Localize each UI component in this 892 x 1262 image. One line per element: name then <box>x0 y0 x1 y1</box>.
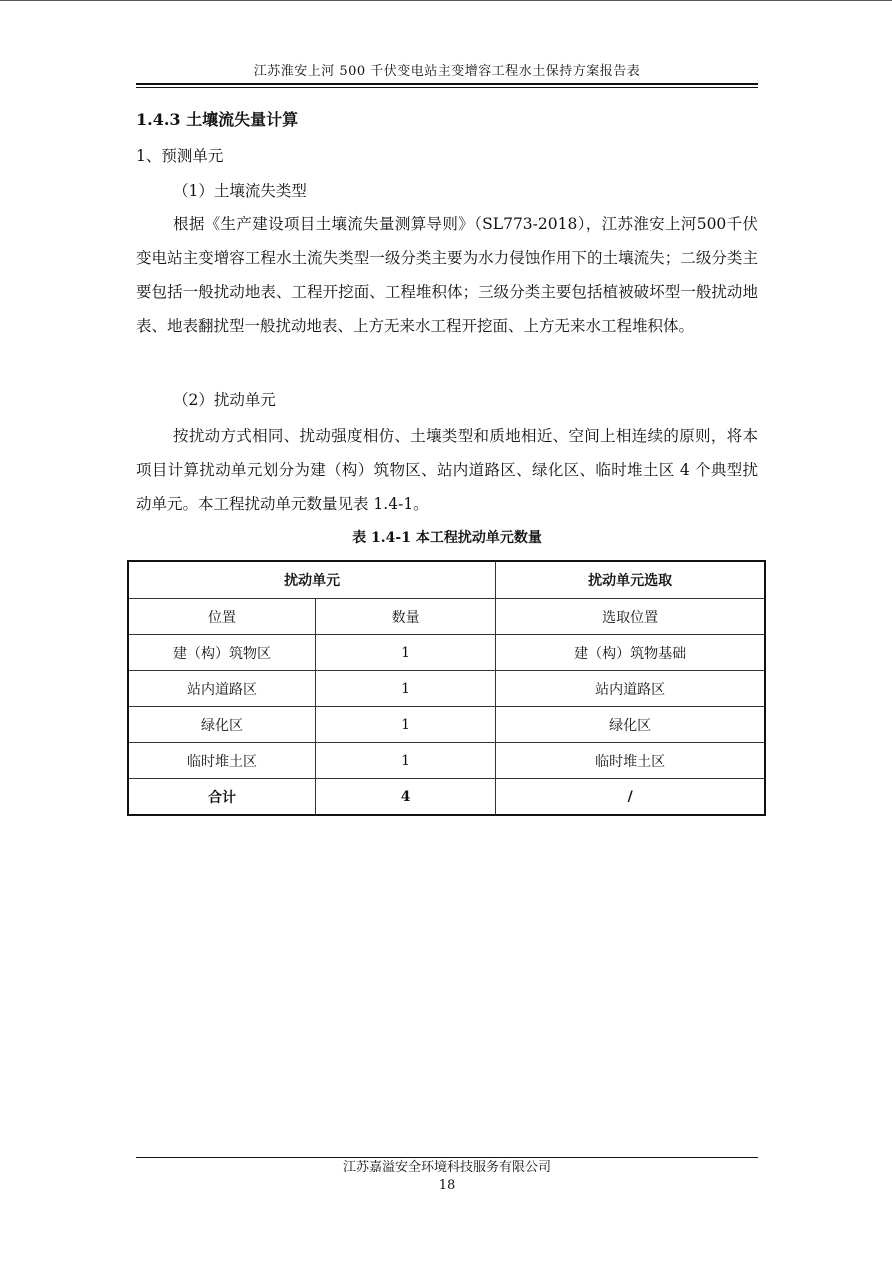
table-cell: 站内道路区 <box>128 671 315 707</box>
table-row <box>128 743 765 779</box>
table-cell: 临时堆土区 <box>128 743 315 779</box>
subheader-location: 位置 <box>128 599 315 635</box>
paragraph-erosion-type: 根据《生产建设项目土壤流失量测算导则》（SL773-2018），江苏淮安上河500千伏变电站主变增容工程水土流失类型一级分类主要为水力侵蚀作用下的土壤流失；二级分类主要包括一般扰动地表、工程开挖面、工程堆积体；三级分类主要包括植被破坏型一般扰动地表、地表翻扰型一般扰动地表、上方无来水工程开挖面、上方无来水工程堆积体。 <box>136 215 758 335</box>
table-cell: 1 <box>315 743 495 779</box>
item-heading-prediction-unit: 1、预测单元 <box>136 147 224 165</box>
table-header-row <box>128 561 765 599</box>
total-quantity: 4 <box>315 779 495 816</box>
running-header: 江苏淮安上河 500 千伏变电站主变增容工程水土保持方案报告表 <box>253 64 641 79</box>
header-disturbance-unit: 扰动单元 <box>128 561 496 599</box>
header-rule-thick <box>136 83 758 85</box>
table-row <box>128 635 765 671</box>
subheader-quantity: 数量 <box>315 599 495 635</box>
table-cell: 绿化区 <box>496 707 765 743</box>
table-total-row <box>128 779 765 816</box>
table-row <box>128 671 765 707</box>
total-label: 合计 <box>128 779 315 816</box>
footer-rule <box>136 1157 758 1158</box>
table-subheader-row <box>128 599 765 635</box>
disturbance-unit-table <box>127 560 766 816</box>
subheader-selected-location: 选取位置 <box>496 599 765 635</box>
page-top-border <box>0 0 892 1</box>
table-row <box>128 707 765 743</box>
table-cell: 建（构）筑物区 <box>128 635 315 671</box>
page-number: 18 <box>438 1178 456 1193</box>
subheading-erosion-type: （1）土壤流失类型 <box>173 182 307 200</box>
table-cell: 1 <box>315 635 495 671</box>
paragraph-disturbance-unit: 按扰动方式相同、扰动强度相仿、土壤类型和质地相近、空间上相连续的原则，将本项目计算扰动单元划分为建（构）筑物区、站内道路区、绿化区、临时堆土区 4 个典型扰动单元。本工程扰动单元数量见表 1.4-1。 <box>136 427 758 513</box>
table-caption: 表 1.4-1 本工程扰动单元数量 <box>352 530 542 546</box>
total-selection: / <box>496 779 765 816</box>
header-unit-selection: 扰动单元选取 <box>496 561 765 599</box>
subheading-disturbance-unit: （2）扰动单元 <box>173 391 276 409</box>
footer-company-name: 江苏嘉溢安全环境科技服务有限公司 <box>342 1160 551 1175</box>
table-cell: 站内道路区 <box>496 671 765 707</box>
header-rule-thin <box>136 87 758 88</box>
table-cell: 绿化区 <box>128 707 315 743</box>
table-cell: 建（构）筑物基础 <box>496 635 765 671</box>
section-title: 1.4.3 土壤流失量计算 <box>136 110 299 129</box>
table-cell: 临时堆土区 <box>496 743 765 779</box>
table-cell: 1 <box>315 671 495 707</box>
table-cell: 1 <box>315 707 495 743</box>
